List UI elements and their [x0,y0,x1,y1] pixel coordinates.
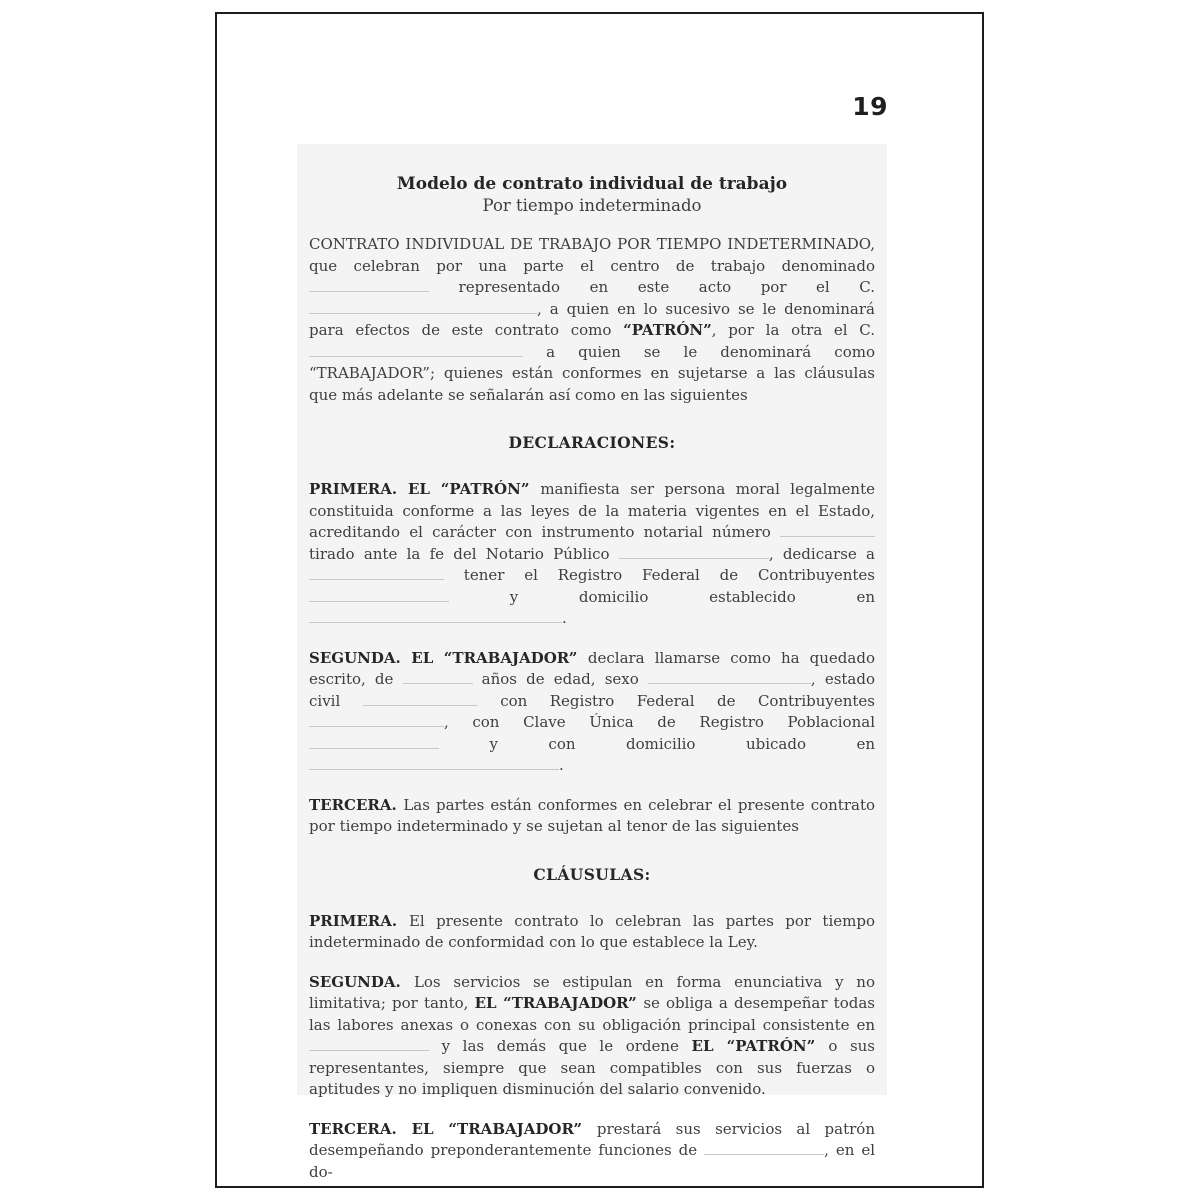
blank-fill-line [309,302,537,314]
section-heading: CLÁUSULAS: [533,864,651,884]
text-run: , por la otra el C. [711,321,875,339]
blank-fill-line [780,525,875,537]
blank-fill-line [309,611,562,623]
page-number: 19 [852,92,888,121]
text-run: con Registro Federal de Contribuyentes [477,691,875,710]
blank-fill-line [704,1143,824,1155]
blank-fill-line [309,345,523,357]
text-run: , dedicarse a [768,544,875,563]
text-run: . [559,756,564,774]
text-run: Las partes están conformes en celebrar el presente contrato por tiempo indeterminado y se sujetan al tenor de las siguientes [309,795,875,835]
blank-fill-line [309,737,439,749]
blank-fill-line [309,590,449,602]
paragraph [309,795,875,838]
text-run: a quien se le denominará como “TRABAJADOR”; quienes están conformes en sujetarse a las cláusulas que más adelante se señalarán así como en las siguientes [309,342,875,404]
bold-text-run: TERCERA. [309,795,404,814]
bold-text-run: EL “PATRÓN” [691,1037,829,1055]
text-run: , con Clave Única de Registro Poblacional [444,713,875,731]
text-run: Los servicios se estipulan en forma enunciativa y no limitativa; por tanto, [309,972,875,1012]
paragraph [309,911,875,954]
paragraph [309,972,875,1101]
bold-text-run: EL “TRABAJADOR” [474,994,644,1012]
bold-text-run: TERCERA. EL “TRABAJADOR” [309,1119,597,1138]
text-run: declara llamarse como ha quedado escrito, de [309,648,875,688]
text-run: y con domicilio ubicado en [439,734,875,753]
text-run: y las demás que le ordene [429,1037,692,1055]
text-run: CONTRATO INDIVIDUAL DE TRABAJO POR TIEMPO INDETERMINADO, que celebran por una parte el centro de trabajo denominado [309,235,875,275]
paragraph [309,234,875,406]
text-run: , estado civil [309,670,875,710]
text-run: se obliga a desempeñar todas las labores anexas o conexas con su obligación principal consistente en [309,994,875,1034]
section-heading: DECLARACIONES: [508,433,676,452]
contract-document [297,144,887,1181]
text-run: , a quien en lo sucesivo se le denominará para efectos de este contrato como [309,299,875,339]
text-run: prestará sus servicios al patrón desempeñando preponderantemente funciones de [309,1119,875,1159]
bold-text-run: PRIMERA. [309,911,409,930]
text-run: tener el Registro Federal de Contribuyentes [444,566,875,584]
text-run: , en el do- [309,1141,875,1181]
blank-fill-line [403,672,473,684]
bold-text-run: PRIMERA. EL “PATRÓN” [309,480,541,498]
document-subtitle: Por tiempo indeterminado [482,196,702,215]
blank-fill-line [309,758,559,770]
text-run: y domicilio establecido en [449,587,875,606]
text-run: . [562,609,567,627]
text-run: o sus representantes, siempre que sean compatibles con sus fuerzas o aptitudes y no impliquen disminución del salario convenido. [309,1037,876,1098]
blank-fill-line [648,672,811,684]
blank-fill-line [309,1039,429,1051]
blank-fill-line [309,280,429,292]
blank-fill-line [309,568,444,580]
text-run: tirado ante la fe del Notario Público [309,544,619,563]
paragraph [309,1119,875,1184]
blank-fill-line [363,694,478,706]
bold-text-run: SEGUNDA. EL “TRABAJADOR” [309,648,588,667]
text-run: El presente contrato lo celebran las partes por tiempo indeterminado de conformidad con lo que establece la Ley. [309,911,875,951]
text-run: años de edad, sexo [472,670,648,688]
text-run: representado en este acto por el C. [429,278,875,296]
paragraph [309,648,875,777]
blank-fill-line [309,715,444,727]
bold-text-run: “PATRÓN” [623,321,712,339]
document-title: Modelo de contrato individual de trabajo [396,174,788,194]
page-frame [215,12,984,1188]
blank-fill-line [619,547,769,559]
text-run: manifiesta ser persona moral legalmente constituida conforme a las leyes de la materia vigentes en el Estado, acreditando el carácter con instrumento notarial número [309,480,875,541]
paragraph [309,479,875,630]
bold-text-run: SEGUNDA. [309,972,414,991]
document-body [309,234,875,1183]
